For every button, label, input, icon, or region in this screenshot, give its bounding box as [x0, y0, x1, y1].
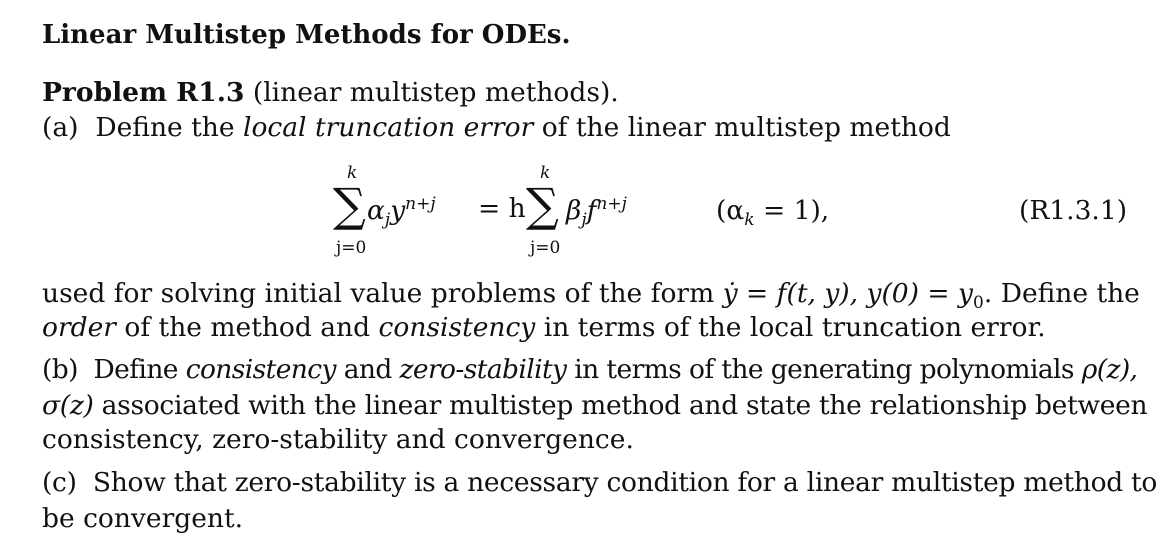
y-sup: n+j	[405, 194, 436, 214]
sum2-lower: j=0	[530, 238, 561, 258]
part-a-text-after: of the linear multistep method	[541, 112, 951, 143]
problem-label: Problem R1.3	[42, 77, 245, 108]
page-heading: Linear Multistep Methods for ODEs.	[42, 20, 571, 50]
beta-sub: j	[581, 210, 587, 230]
part-b-line2-text: associated with the linear multistep method and state the relationship between	[101, 390, 1148, 421]
part-a-marker: (a)	[42, 112, 79, 143]
sum1-upper: k	[347, 163, 358, 183]
order-emph: order	[42, 312, 116, 343]
part-b-text2: and	[343, 354, 392, 385]
part-c-line1	[42, 467, 1158, 498]
part-a-line2-mid: of the method and	[124, 312, 371, 343]
condition-sub: k	[744, 210, 755, 230]
part-b-text3: in terms of the generating polynomials	[574, 354, 1074, 385]
part-b-line1	[42, 354, 1138, 385]
condition-alpha: (α	[716, 195, 745, 226]
part-a-intro	[42, 112, 951, 143]
consistency-emph: consistency	[378, 312, 536, 343]
problem-line	[42, 77, 619, 108]
f-sup: n+j	[596, 194, 627, 214]
part-b-line3: consistency, zero-stability and convergence.	[42, 424, 634, 455]
part-c-line1-text: Show that zero-stability is a necessary condition for a linear multistep method to	[92, 467, 1158, 498]
equation-number: (R1.3.1)	[1019, 195, 1128, 226]
part-c-marker: (c)	[42, 467, 77, 498]
sum1-sigma: ∑	[333, 178, 366, 232]
part-c-line2: be convergent.	[42, 503, 244, 534]
part-b-emph1: consistency	[185, 354, 336, 385]
sum2-sigma: ∑	[526, 178, 559, 232]
part-a-line2-end: in terms of the local truncation error.	[543, 312, 1046, 343]
part-a-line1-end: . Define the	[983, 278, 1140, 309]
part-a-text-before: Define the	[95, 112, 235, 143]
y-symbol: y	[390, 195, 406, 226]
part-b-marker: (b)	[42, 354, 78, 385]
sigma-expression: σ(z)	[42, 390, 94, 421]
problem-topic: (linear multistep methods).	[252, 77, 619, 108]
ode-expression: ẏ = f(t, y), y(0) = y	[722, 278, 974, 309]
part-b-emph2: zero-stability	[399, 354, 567, 385]
rho-expression: ρ(z),	[1081, 354, 1138, 385]
alpha-sub: j	[384, 210, 391, 230]
f-symbol: f	[586, 195, 597, 226]
part-b-line2	[42, 390, 1148, 421]
equation-condition	[716, 195, 830, 230]
part-a-line1-text: used for solving initial value problems of the form	[42, 278, 715, 309]
ode-subscript: 0	[973, 293, 984, 313]
condition-tail: = 1),	[762, 195, 830, 226]
sum2-upper: k	[540, 163, 551, 183]
part-a-emph: local truncation error	[242, 112, 534, 143]
part-a-line1	[42, 278, 1140, 313]
part-b-text1: Define	[93, 354, 178, 385]
rhs-term	[566, 196, 627, 229]
beta-symbol: β	[566, 195, 582, 226]
lhs-term	[367, 196, 436, 229]
alpha-symbol: α	[367, 195, 385, 226]
part-a-line2	[42, 312, 1046, 343]
sum1-lower: j=0	[336, 238, 367, 258]
equals-h: = h	[478, 193, 526, 224]
